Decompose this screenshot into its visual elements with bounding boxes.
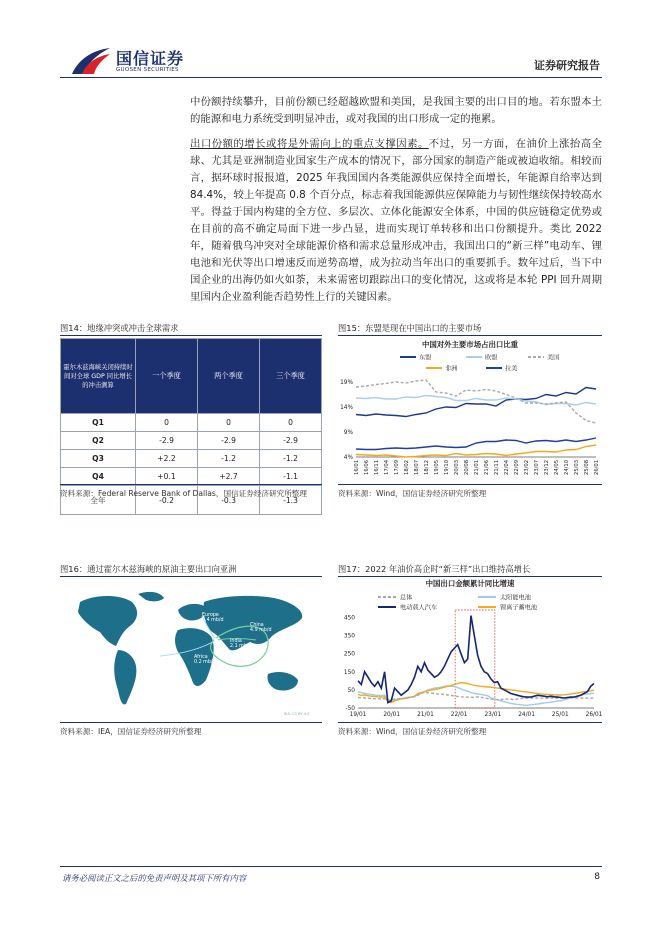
row-label: Q3 (61, 450, 136, 468)
table-corner-header: 霍尔木兹海峡关闭持续时间对全球 GDP 同比增长的冲击测算 (61, 339, 136, 414)
label-africa: Africa (194, 655, 208, 660)
fig15-rule (338, 335, 602, 336)
fig16-bottom-rule (60, 722, 322, 723)
fig16-source: 资料来源：IEA，国信证券经济研究所整理 (60, 727, 202, 736)
y-tick-label: 450 (343, 615, 355, 622)
table-header-row (61, 339, 322, 414)
fig14-rule (60, 335, 322, 336)
y-tick-label: 250 (343, 651, 355, 658)
x-tick-label: 19/05 (434, 460, 440, 475)
legend-label: 东盟 (419, 354, 432, 362)
brand-name: 国信证券 (116, 49, 185, 68)
table-cell: -2.9 (198, 432, 260, 450)
x-tick-label: 18/07 (414, 460, 420, 475)
row-label: Q4 (61, 468, 136, 486)
fig14-title: 图14：地缘冲突或冲击全球需求 (60, 323, 179, 333)
table-row (61, 432, 322, 450)
x-tick-label: 25/01 (551, 712, 569, 718)
page-number: 8 (594, 872, 600, 882)
x-tick-label: 22/09 (514, 460, 520, 475)
table-column-header: 两个季度 (198, 339, 260, 414)
table-cell: 0 (136, 414, 198, 432)
x-tick-label: 17/09 (394, 460, 400, 475)
x-tick-label: 16/06 (364, 460, 370, 475)
table-cell: -1.2 (260, 450, 322, 468)
paragraph-lead: 出口份额的增长或将是外需向上的重点支撑因素。 (190, 138, 429, 150)
table-cell: 0 (260, 414, 322, 432)
y-tick-label: -50 (345, 706, 355, 712)
map-watermark: IEA. CC BY 4.0 (284, 712, 310, 716)
table-column-header: 三个季度 (260, 339, 322, 414)
x-tick-label: 26/01 (594, 460, 600, 475)
footer-divider (60, 866, 602, 867)
label-americas-value: 0.5 mb/d (136, 648, 158, 653)
table-cell: -0.2 (136, 486, 198, 515)
fig14-source: 资料来源：Federal Reserve Bank of Dallas，国信证券经济研究所整理 (60, 489, 307, 498)
table-cell: -2.9 (136, 432, 198, 450)
legend-label: 太阳能电池 (500, 594, 531, 602)
table-column-header: 一个季度 (136, 339, 198, 414)
legend-label: 锂离子蓄电池 (500, 604, 538, 612)
label-other-asia: Other Asia (278, 655, 304, 660)
x-tick-label: 21/06 (484, 460, 490, 475)
label-other-asia-value: 6.2 mb/d (278, 660, 300, 665)
y-tick-label: 19% (340, 380, 353, 386)
row-label: 全年 (61, 486, 136, 515)
fig15-chart (338, 337, 602, 484)
x-tick-label: 24/10 (564, 460, 570, 475)
table-cell: +2.7 (198, 468, 260, 486)
y-tick-label: 14% (340, 405, 353, 411)
y-tick-label: 350 (343, 633, 355, 640)
x-tick-label: 21/11 (494, 460, 500, 475)
y-tick-label: 50 (347, 687, 355, 694)
x-tick-label: 23/07 (534, 460, 540, 475)
x-tick-label: 20/01 (383, 712, 401, 718)
label-europe-value: 0.4 mb/d (202, 618, 224, 623)
x-tick-label: 20/08 (464, 460, 470, 475)
row-label: Q1 (61, 414, 136, 432)
fig14-bottom-rule (60, 484, 322, 485)
series-line-美国 (356, 380, 596, 423)
fig15-bottom-rule (338, 484, 602, 485)
x-tick-label: 21/01 (417, 712, 434, 718)
x-tick-label: 23/01 (484, 712, 502, 718)
body-paragraph-2 (190, 136, 602, 306)
label-americas: Americas (136, 643, 159, 648)
x-tick-label: 23/02 (524, 460, 530, 475)
y-tick-label: 9% (343, 430, 353, 436)
table-row (61, 414, 322, 432)
fig17-source: 资料来源：Wind，国信证券经济研究所整理 (338, 727, 487, 736)
label-europe: Europe (202, 613, 219, 618)
x-tick-label: 25/03 (574, 460, 580, 475)
table-row (61, 468, 322, 486)
table-cell: -1.2 (198, 450, 260, 468)
paragraph-text: 中份额持续攀升，目前份额已经超越欧盟和美国，是我国主要的出口目的地。若东盟本土的能源和电力系统受到明显冲击，或对我国的出口形成一定的拖累。 (190, 96, 602, 125)
fig15-source: 资料来源：Wind，国信证券经济研究所整理 (338, 489, 487, 498)
x-tick-label: 26/01 (585, 712, 602, 718)
table-cell: -1.1 (260, 468, 322, 486)
label-india-value: 2.1 mb/d (230, 644, 252, 649)
brand-name-en: GUOSEN SECURITIES (116, 67, 179, 73)
chart-title: 中国出口金额累计同比增速 (425, 579, 515, 588)
series-line-电动载人汽车 (358, 616, 594, 703)
x-tick-label: 25/08 (584, 460, 590, 475)
x-tick-label: 20/03 (454, 460, 460, 475)
fig17-chart (338, 578, 602, 722)
x-tick-label: 24/05 (554, 460, 560, 475)
legend-label: 美国 (547, 354, 560, 362)
fig16-rule (60, 576, 322, 577)
header-divider (60, 77, 602, 78)
fig17-bottom-rule (338, 722, 602, 723)
fig17-title: 图17：2022 年油价高企时“新三样”出口维持高增长 (338, 564, 531, 574)
table-cell: 0 (198, 414, 260, 432)
x-tick-label: 18/02 (404, 460, 410, 475)
legend-label: 欧盟 (485, 354, 498, 362)
x-tick-label: 17/04 (384, 460, 390, 475)
label-china-value: 4.9 mb/d (250, 628, 272, 633)
chart-title: 中国对外主要市场占出口比重 (421, 340, 519, 349)
y-tick-label: 150 (343, 669, 355, 676)
table-cell: +2.2 (136, 450, 198, 468)
table-cell: -2.9 (260, 432, 322, 450)
footer-disclaimer: 请务必阅读正文之后的免责声明及其项下所有内容 (62, 873, 247, 883)
report-type: 证券研究报告 (534, 59, 600, 72)
x-tick-label: 22/04 (504, 460, 510, 475)
label-africa-value: 0.2 mb/d (194, 660, 216, 665)
table-cell: -1.3 (260, 486, 322, 515)
table-cell: +0.1 (136, 468, 198, 486)
table-cell: -0.3 (198, 486, 260, 515)
table-row (61, 450, 322, 468)
hormuz-strait-marker (214, 638, 218, 642)
x-tick-label: 21/01 (474, 460, 480, 475)
legend-label: 电动载人汽车 (400, 604, 438, 612)
paragraph-rest: 不过，另一方面，在油价上涨抬高全球、尤其是亚洲制造业国家生产成本的情况下，部分国家的制造产能或被迫收缩。相较而言，据环球时报报道，2025 年我国国内各类能源供应保持全面增长，年能源自给率达到 84.4%，较上年提高 0.8 个百分点，标志着我国能源供应保障能力与韧性继续保持较高水平。得益于国内构建的全方位、多层次、立体化能源安全体系，中国的供应链稳定优势或在目前的高不确定局面下进一步凸显，进而实现订单转移和出口份额提升。类比 2022 年，随着俄乌冲突对全球能源价格和需求总量形成冲击，我国出口的“新三样”电动车、锂电池和光伏等出口增速反而逆势高增，成为拉动当年出口的重要抓手。数年过后，当下中国企业的出海仍如火如荼，未来需密切跟踪出口的变化情况，这或将是本轮 PPI 回升周期里国内企业盈利能否趋势性上行的关键因素。 (190, 138, 603, 303)
body-paragraph-1 (190, 94, 602, 128)
legend-label: 总体 (400, 594, 413, 602)
fig15-title: 图15：东盟是现在中国出口的主要市场 (338, 323, 482, 333)
fig17-rule (338, 576, 602, 577)
series-line-非洲 (356, 445, 596, 457)
label-china: China (250, 623, 264, 628)
x-tick-label: 24/01 (518, 712, 535, 718)
series-line-拉美 (356, 438, 596, 450)
x-tick-label: 23/12 (544, 460, 550, 475)
paragraph-text (190, 136, 602, 306)
row-label: Q2 (61, 432, 136, 450)
brand-logo-icon (70, 44, 112, 78)
x-tick-label: 16/01 (354, 460, 360, 475)
fig16-world-map (60, 580, 322, 720)
fig16-title: 图16：通过霍尔木兹海峡的原油主要出口向亚洲 (60, 564, 237, 574)
x-tick-label: 16/11 (374, 460, 380, 475)
x-tick-label: 19/10 (444, 460, 450, 475)
y-tick-label: 4% (343, 455, 353, 461)
x-tick-label: 22/01 (450, 712, 468, 718)
x-tick-label: 18/12 (424, 460, 430, 475)
label-india: India (230, 639, 242, 644)
legend-label: 拉美 (505, 365, 518, 373)
legend-label: 非洲 (445, 365, 458, 373)
x-tick-label: 19/01 (349, 712, 367, 718)
